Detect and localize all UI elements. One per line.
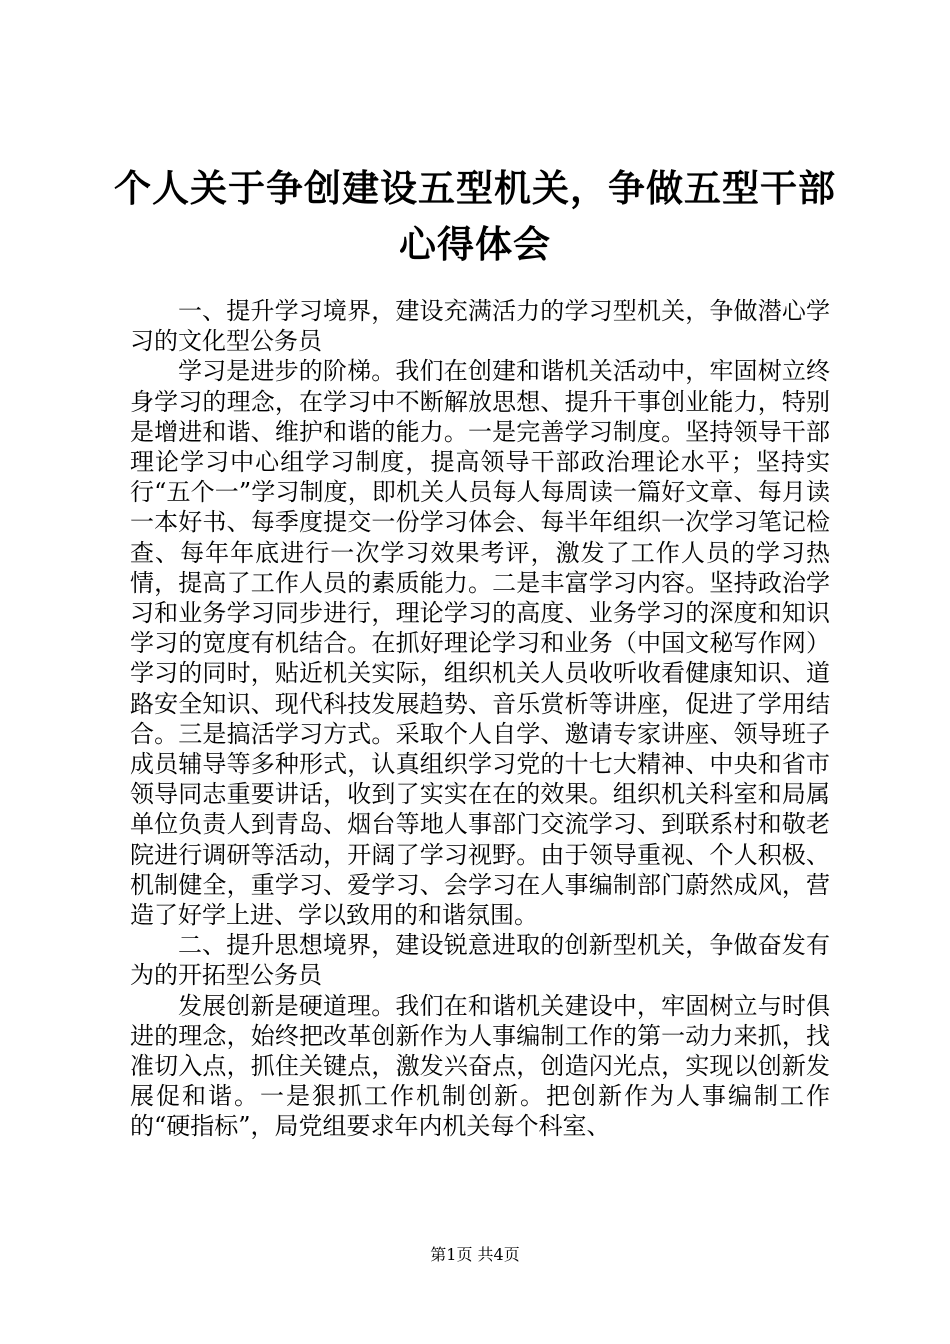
page-number-footer: 第1页 共4页 bbox=[430, 1245, 520, 1264]
document-body bbox=[130, 296, 830, 1142]
body-paragraph-1: 学习是进步的阶梯。我们在创建和谐机关活动中，牢固树立终身学习的理念，在学习中不断解放思想、提升干事创业能力，特别是增进和谐、维护和谐的能力。一是完善学习制度。坚持领导干部理论学习中心组学习制度，提高领导干部政治理论水平；坚持实行“五个一”学习制度，即机关人员每人每周读一篇好文章、每月读一本好书、每季度提交一份学习体会、每半年组织一次学习笔记检查、每年年底进行一次学习效果考评，激发了工作人员的学习热情，提高了工作人员的素质能力。二是丰富学习内容。坚持政治学习和业务学习同步进行，理论学习的高度、业务学习的深度和知识学习的宽度有机结合。在抓好理论学习和业务（中国文秘写作网）学习的同时，贴近机关实际，组织机关人员收听收看健康知识、道路安全知识、现代科技发展趋势、音乐赏析等讲座，促进了学用结合。三是搞活学习方式。采取个人自学、邀请专家讲座、领导班子成员辅导等多种形式，认真组织学习党的十七大精神、中央和省市领导同志重要讲话，收到了实实在在的效果。组织机关科室和局属单位负责人到青岛、烟台等地人事部门交流学习、到联系村和敬老院进行调研等活动，开阔了学习视野。由于领导重视、个人积极、机制健全，重学习、爱学习、会学习在人事编制部门蔚然成风，营造了好学上进、学以致用的和谐氛围。 bbox=[130, 357, 830, 930]
body-paragraph-2: 发展创新是硬道理。我们在和谐机关建设中，牢固树立与时俱进的理念，始终把改革创新作为人事编制工作的第一动力来抓，找准切入点，抓住关键点，激发兴奋点，创造闪光点，实现以创新发展促和谐。一是狠抓工作机制创新。把创新作为人事编制工作的“硬指标”，局党组要求年内机关每个科室、 bbox=[130, 991, 830, 1141]
section-heading-2: 二、提升思想境界，建设锐意进取的创新型机关，争做奋发有为的开拓型公务员 bbox=[130, 931, 830, 990]
document-title: 个人关于争创建设五型机关，争做五型干部心得体会 bbox=[114, 166, 836, 266]
section-heading-1: 一、提升学习境界，建设充满活力的学习型机关，争做潜心学习的文化型公务员 bbox=[130, 297, 830, 356]
